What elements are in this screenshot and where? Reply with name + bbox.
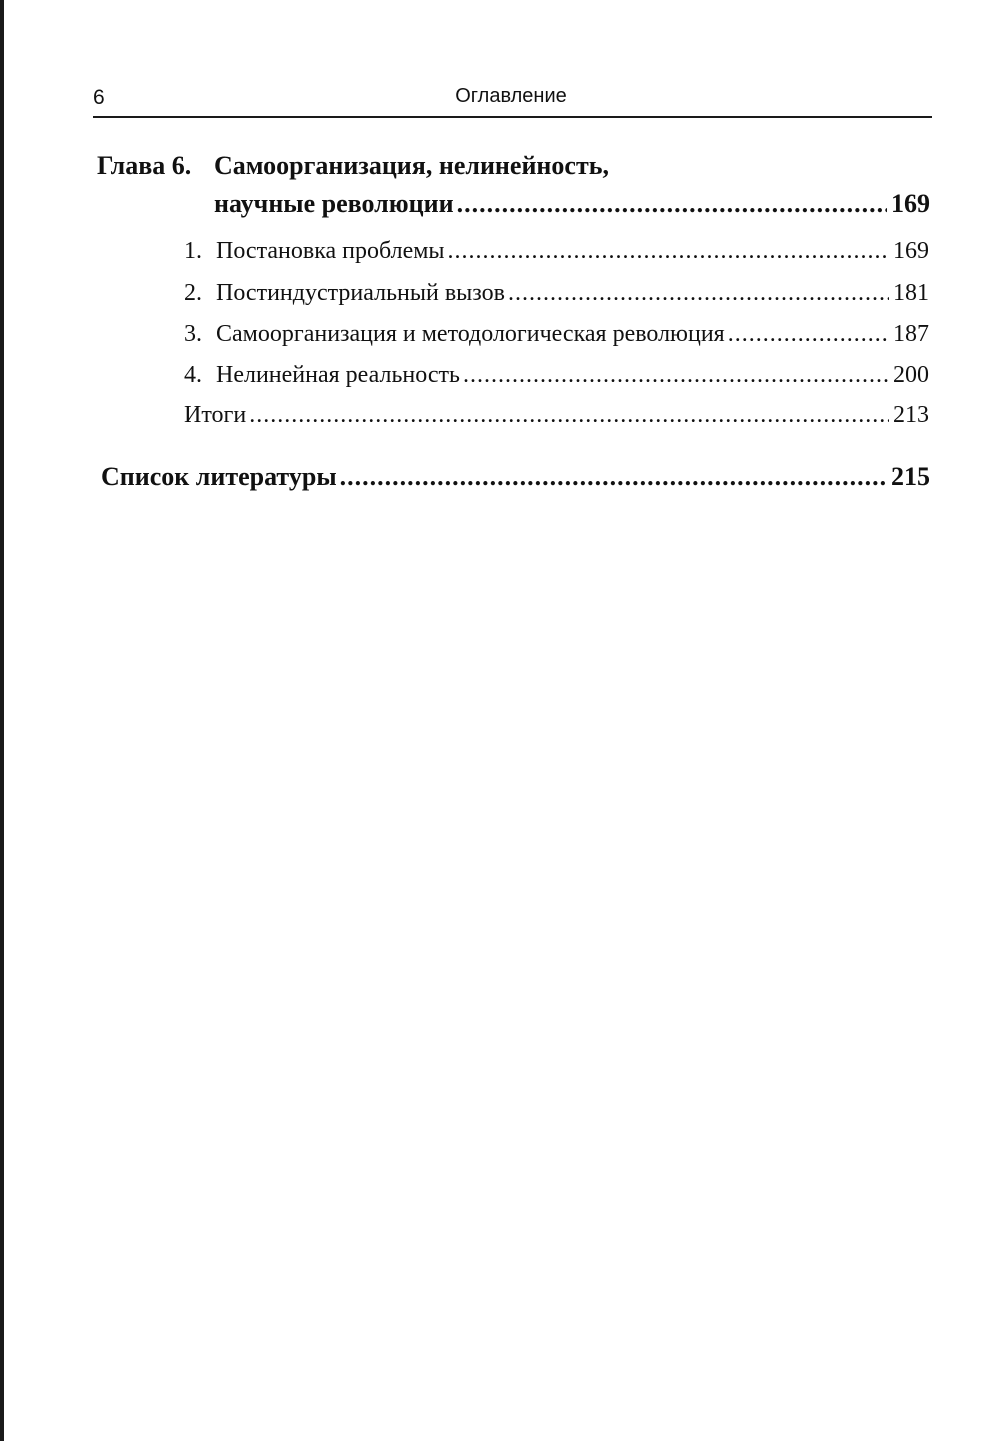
section-number: 2. bbox=[184, 280, 202, 306]
bibliography-page: 215 bbox=[891, 462, 930, 491]
dot-leader bbox=[457, 189, 887, 219]
dot-leader bbox=[340, 462, 887, 492]
dot-leader bbox=[463, 362, 889, 389]
toc-entry-section-3[interactable] bbox=[184, 321, 929, 348]
section-page: 181 bbox=[893, 280, 929, 306]
running-head bbox=[93, 84, 929, 118]
toc-entry-section-4[interactable] bbox=[184, 362, 929, 389]
section-number: 1. bbox=[184, 238, 202, 264]
section-title: Постиндустриальный вызов bbox=[216, 280, 505, 306]
chapter-prefix: Глава 6. bbox=[97, 151, 192, 180]
dot-leader bbox=[249, 402, 889, 429]
section-label bbox=[184, 362, 460, 389]
running-head-title: Оглавление bbox=[455, 85, 567, 107]
section-label bbox=[184, 238, 445, 265]
chapter-title-line1: Самоорганизация, нелинейность, bbox=[214, 151, 609, 180]
toc-entry-section-1[interactable] bbox=[184, 238, 929, 265]
section-label bbox=[184, 280, 505, 307]
toc-entry-summary[interactable] bbox=[184, 402, 929, 429]
page-number: 6 bbox=[93, 86, 105, 109]
bibliography-label: Список литературы bbox=[101, 462, 337, 491]
toc-entry-bibliography[interactable] bbox=[101, 462, 930, 492]
summary-label: Итоги bbox=[184, 402, 247, 428]
toc-entry-chapter-6[interactable] bbox=[214, 189, 930, 219]
section-title: Нелинейная реальность bbox=[216, 362, 460, 388]
section-title: Постановка проблемы bbox=[216, 238, 445, 264]
chapter-page: 169 bbox=[891, 189, 930, 218]
section-label bbox=[184, 321, 725, 348]
chapter-title-line2: научные революции bbox=[214, 189, 454, 218]
section-title: Самоорганизация и методологическая революция bbox=[216, 321, 725, 347]
section-number: 4. bbox=[184, 362, 202, 388]
dot-leader bbox=[728, 321, 889, 348]
header-rule bbox=[93, 116, 932, 118]
toc-entry-section-2[interactable] bbox=[184, 280, 929, 307]
section-page: 200 bbox=[893, 362, 929, 388]
dot-leader bbox=[508, 280, 889, 307]
section-number: 3. bbox=[184, 321, 202, 347]
section-page: 169 bbox=[893, 238, 929, 264]
page-edge bbox=[0, 0, 4, 1441]
summary-page: 213 bbox=[893, 402, 929, 428]
section-page: 187 bbox=[893, 321, 929, 347]
dot-leader bbox=[448, 238, 889, 265]
